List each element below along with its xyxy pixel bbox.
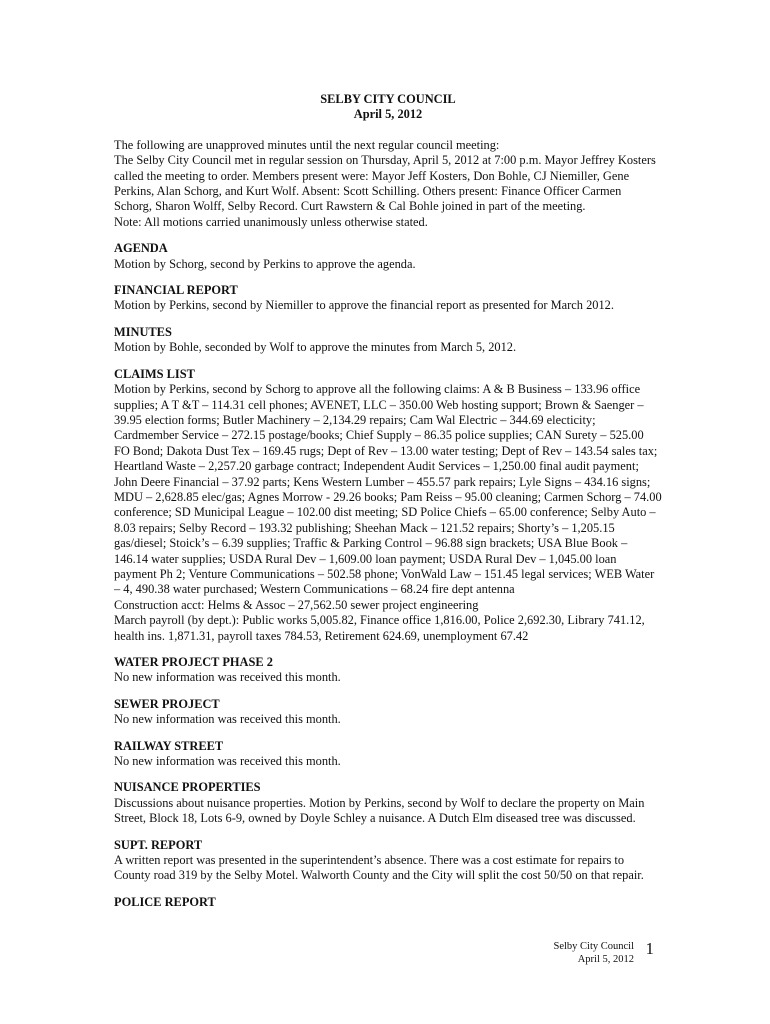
section-text: No new information was received this month. xyxy=(114,670,341,685)
section-minutes xyxy=(114,325,662,356)
section-text: No new information was received this month. xyxy=(114,754,341,769)
section-text: A written report was presented in the superintendent’s absence. There was a cost estimate for repairs to County road 319 by the Selby Motel. Walworth County and the City will split the cost 50/50 on that repair. xyxy=(114,853,644,883)
document-title: SELBY CITY COUNCIL xyxy=(320,92,456,106)
footer-text xyxy=(553,940,634,966)
section-agenda xyxy=(114,241,662,272)
section-supt-report xyxy=(114,838,662,884)
section-claims-list xyxy=(114,367,662,644)
page-number: 1 xyxy=(645,939,654,958)
section-heading: AGENDA xyxy=(114,241,168,256)
section-water-project xyxy=(114,655,662,686)
section-heading: RAILWAY STREET xyxy=(114,738,224,753)
section-text: Motion by Perkins, second by Niemiller to approve the financial report as presented for March 2012. xyxy=(114,298,614,313)
section-heading: SUPT. REPORT xyxy=(114,837,203,852)
section-nuisance-properties xyxy=(114,780,662,826)
section-financial-report xyxy=(114,283,662,314)
section-text: Discussions about nuisance properties. Motion by Perkins, second by Wolf to declare the property on Main Street, Block 18, Lots 6-9, owned by Doyle Schley a nuisance. A Dutch Elm diseased tree was discussed. xyxy=(114,795,645,826)
intro-line: The Selby City Council met in regular session on Thursday, April 5, 2012 at 7:00 p.m. Mayor Jeffrey Kosters called the meeting to order. Members present were: Mayor Jeff Kosters, Don Bohle, CJ Niemiller, Gene Perkins, Alan Schorg, and Kurt Wolf. Absent: Scott Schilling. Others present: Finance Officer Carmen Schorg, Sharon Wolff, Selby Record. Curt Rawstern & Cal Bohle joined in part of the meeting. xyxy=(114,153,656,214)
intro-line: The following are unapproved minutes until the next regular council meeting: xyxy=(114,137,500,152)
intro-line: Note: All motions carried unanimously unless otherwise stated. xyxy=(114,214,428,229)
document-date: April 5, 2012 xyxy=(353,107,423,122)
section-police-report xyxy=(114,895,662,910)
section-text: Motion by Schorg, second by Perkins to approve the agenda. xyxy=(114,256,416,271)
footer-date: April 5, 2012 xyxy=(577,954,634,965)
footer-org: Selby City Council xyxy=(553,941,634,952)
section-text: Motion by Bohle, seconded by Wolf to approve the minutes from March 5, 2012. xyxy=(114,340,517,355)
section-heading: POLICE REPORT xyxy=(114,894,216,909)
document-body xyxy=(114,92,662,921)
section-text: March payroll (by dept.): Public works 5,005.82, Finance office 1,816.00, Police 2,692.30, Library 741.12, health ins. 1,871.31, payroll taxes 784.53, Retirement 624.69, unemployment 67.42 xyxy=(114,613,645,643)
section-text: No new information was received this month. xyxy=(114,712,341,727)
section-sewer-project xyxy=(114,697,662,728)
section-heading: WATER PROJECT PHASE 2 xyxy=(114,655,273,669)
section-text: Motion by Perkins, second by Schorg to approve all the following claims: A & B Business – 133.96 office supplies; A T &T – 114.31 cell phones; AVENET, LLC – 350.00 Web hosting support; Brown & Saenger – 39.95 election forms; Butler Machinery – 2,134.29 repairs; Cam Wal Electric – 344.69 electicity; Cardmember Service – 272.15 postage/books; Chief Supply – 86.35 police supplies; CAN Surety – 525.00 FO Bond; Dakota Dust Tex – 169.45 rugs; Dept of Rev – 13.00 water testing; Dept of Rev – 143.54 sales tax; Heartland Waste – 2,257.20 garbage contract; Independent Audit Services – 1,250.00 final audit payment; John Deere Financial – 37.92 parts; Kens Western Lumber – 455.57 park repairs; Lyle Signs – 434.16 signs; MDU – 2,628.85 elec/gas; Agnes Morrow - 29.26 books; Pam Reiss – 95.00 cleaning; Carmen Schorg – 74.00 conference; SD Municipal League – 102.00 dist meeting; SD Police Chiefs – 65.00 conference; Selby Auto – 8.03 repairs; Selby Record – 193.32 publishing; Sheehan Mack – 121.52 repairs; Shorty’s – 1,205.15 gas/diesel; Stoick’s – 6.39 supplies; Traffic & Parking Control – 96.88 sign brackets; USA Blue Book – 146.14 water supplies; USDA Rural Dev – 1,609.00 loan payment; USDA Rural Dev – 1,045.00 loan payment Ph 2; Venture Communications – 502.58 phone; VonWald Law – 151.45 legal services; WEB Water – 4, 490.38 water purchased; Western Communications – 68.24 fire dept antenna xyxy=(114,382,662,597)
section-heading: CLAIMS LIST xyxy=(114,366,195,381)
intro-paragraph xyxy=(114,138,662,230)
section-heading: SEWER PROJECT xyxy=(114,696,220,711)
section-heading: MINUTES xyxy=(114,324,172,339)
section-text: Construction acct: Helms & Assoc – 27,562.50 sewer project engineering xyxy=(114,597,479,612)
section-railway-street xyxy=(114,739,662,770)
title-block xyxy=(114,92,662,123)
section-heading: FINANCIAL REPORT xyxy=(114,283,238,298)
section-heading: NUISANCE PROPERTIES xyxy=(114,780,261,795)
